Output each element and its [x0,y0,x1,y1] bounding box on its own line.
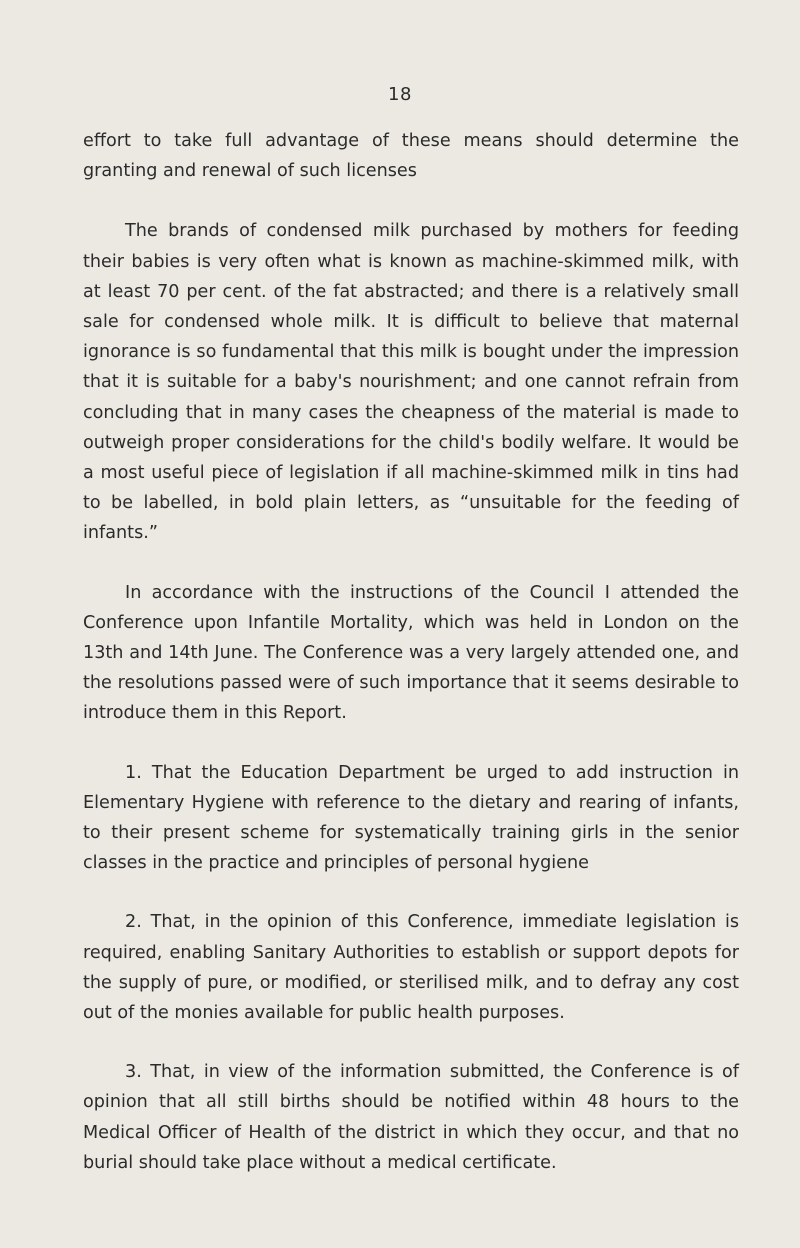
page-number: 18 [388,84,412,105]
paragraph-conference: In accordance with the instructions of the Council I attended the Conference upon Infantile Mortality, which was held in London on the 13th and 14th June. The Conference was a very largely attended one, and the resolutions passed were of such importance that it seems desirable to introduce them in this Report. [83,582,739,724]
resolution-3: 3. That, in view of the information submitted, the Conference is of opinion that all still births should be notified within 48 hours to the Medical Officer of Health of the district in which they occur, and that no burial should take place without a medical certificate. [83,1062,739,1173]
paragraph-condensed-milk: The brands of condensed milk purchased by mothers for feeding their babies is very often what is known as machine-skimmed milk, with at least 70 per cent. of the fat abstracted; and there is a relatively small sale for condensed whole milk. It is difficult to believe that maternal ignorance is so fundamental that this milk is bought under the impression that it is suitable for a baby's nourishment; and one cannot refrain from concluding that in many cases the cheapness of the material is made to outweigh proper considerations for the child's bodily welfare. It would be a most useful piece of legislation if all machine-skimmed milk in tins had to be labelled, in bold plain letters, as “unsuitable for the feeding of infants.” [83,221,739,544]
resolution-1: 1. That the Education Department be urged to add instruction in Elementary Hygiene with reference to the dietary and rearing of infants, to their present scheme for systematically training girls in the senior classes in the practice and principles of personal hygiene [83,762,739,874]
body-text [83,126,739,1178]
resolution-2: 2. That, in the opinion of this Conference, immediate legislation is required, enabling Sanitary Authorities to establish or support depots for the supply of pure, or modified, or sterilised milk, and to defray any cost out of the monies available for public health purposes. [83,912,739,1024]
paragraph-continuation: effort to take full advantage of these means should determine the granting and renewal of such licenses [83,131,739,182]
